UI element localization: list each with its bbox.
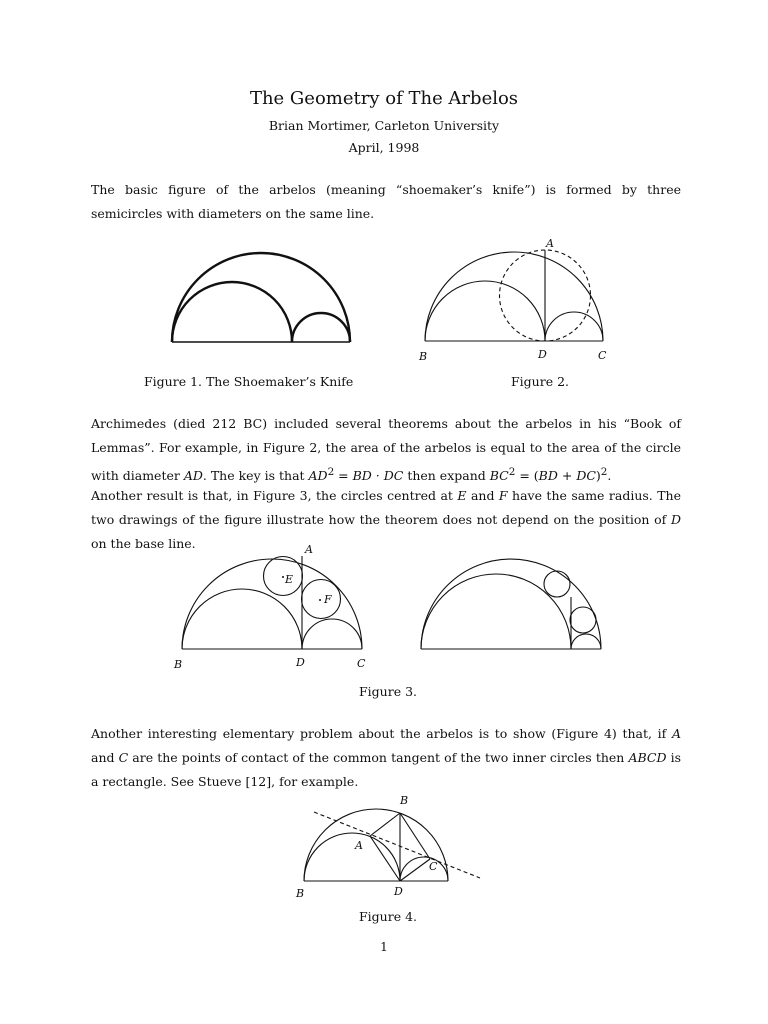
fig4-label-B-top: B bbox=[400, 794, 409, 807]
fig1-left-semicircle bbox=[172, 282, 292, 342]
fig4-segment-CD bbox=[400, 859, 430, 881]
fig4-common-tangent bbox=[314, 812, 480, 878]
paper-author: Brian Mortimer, Carleton University bbox=[268, 118, 500, 133]
twin-circles-paragraph: Another result is that, in Figure 3, the circles centred at E and F have the same radius. The two drawings of the figure illustrate how the theorem does not depend on the position of D on the base line. bbox=[91, 488, 681, 551]
figure-2-caption: Figure 2. bbox=[511, 374, 569, 389]
fig2-right-semicircle bbox=[545, 312, 603, 341]
fig3-label-E: E bbox=[285, 573, 294, 586]
rectangle-paragraph: Another interesting elementary problem about the arbelos is to show (Figure 4) that, if A and C are the points of contact of the common tangent of the two inner circles then ABCD is a rectangle. See Stueve [12], for example. bbox=[91, 726, 681, 789]
archimedes-paragraph: Archimedes (died 212 BC) included several theorems about the arbelos in his “Book of Lemmas”. For example, in Figure 2, the area of the arbelos is equal to the area of the circle with diameter AD. The key is that $AD^2$ = BD · DC then expand $BC^2 = (BD + DC)^2$. bbox=[91, 416, 681, 484]
fig4-segment-AD bbox=[370, 836, 400, 881]
fig3-label-F: F bbox=[324, 593, 332, 606]
fig3-label-B: B bbox=[174, 658, 183, 671]
fig3-outer-semicircle bbox=[182, 559, 362, 649]
fig2-label-D: D bbox=[538, 348, 547, 361]
fig4-label-B: B bbox=[296, 887, 305, 900]
fig3-circle-F bbox=[302, 580, 341, 619]
fig3b-left-semicircle bbox=[421, 574, 571, 649]
fig2-outer-semicircle bbox=[425, 252, 603, 341]
fig3-label-D: D bbox=[296, 656, 305, 669]
fig1-right-semicircle bbox=[292, 313, 350, 342]
fig4-label-D: D bbox=[394, 885, 403, 898]
figure-4-arbelos bbox=[290, 790, 490, 902]
fig2-label-A: A bbox=[546, 237, 554, 250]
figure-3-left bbox=[172, 542, 377, 674]
fig3b-right-semicircle bbox=[571, 634, 601, 649]
fig3-label-A: A bbox=[305, 543, 313, 556]
figure-1-arbelos bbox=[168, 240, 358, 346]
paper-title: The Geometry of The Arbelos bbox=[249, 88, 519, 109]
fig4-segment-AB bbox=[370, 813, 400, 836]
figure-1-caption: Figure 1. The Shoemaker’s Knife bbox=[144, 374, 354, 389]
fig4-label-A: A bbox=[355, 839, 363, 852]
figure-2-arbelos bbox=[415, 236, 615, 366]
fig4-label-C: C bbox=[429, 860, 438, 873]
fig3-label-C: C bbox=[357, 657, 366, 670]
intro-paragraph: The basic figure of the arbelos (meaning “shoemaker’s knife”) is formed by three semicircles with diameters on the same line. bbox=[91, 182, 681, 221]
fig3b-circle-F bbox=[570, 607, 596, 633]
fig3-right-semicircle bbox=[302, 619, 362, 649]
page-number: 1 bbox=[380, 940, 388, 954]
figure-4-caption: Figure 4. bbox=[359, 909, 417, 924]
fig3b-circle-E bbox=[544, 571, 570, 597]
paper-date: April, 1998 bbox=[348, 140, 420, 155]
fig3-left-semicircle bbox=[182, 589, 302, 649]
fig3b-outer-semicircle bbox=[421, 559, 601, 649]
figure-3-caption: Figure 3. bbox=[359, 684, 417, 699]
fig4-right-semicircle bbox=[400, 857, 448, 881]
fig1-outer-semicircle bbox=[172, 253, 350, 342]
fig2-label-B: B bbox=[419, 350, 428, 363]
fig2-label-C: C bbox=[598, 349, 607, 362]
figure-3-right bbox=[415, 542, 615, 662]
fig2-left-semicircle bbox=[425, 281, 545, 341]
fig4-left-semicircle bbox=[304, 833, 400, 881]
